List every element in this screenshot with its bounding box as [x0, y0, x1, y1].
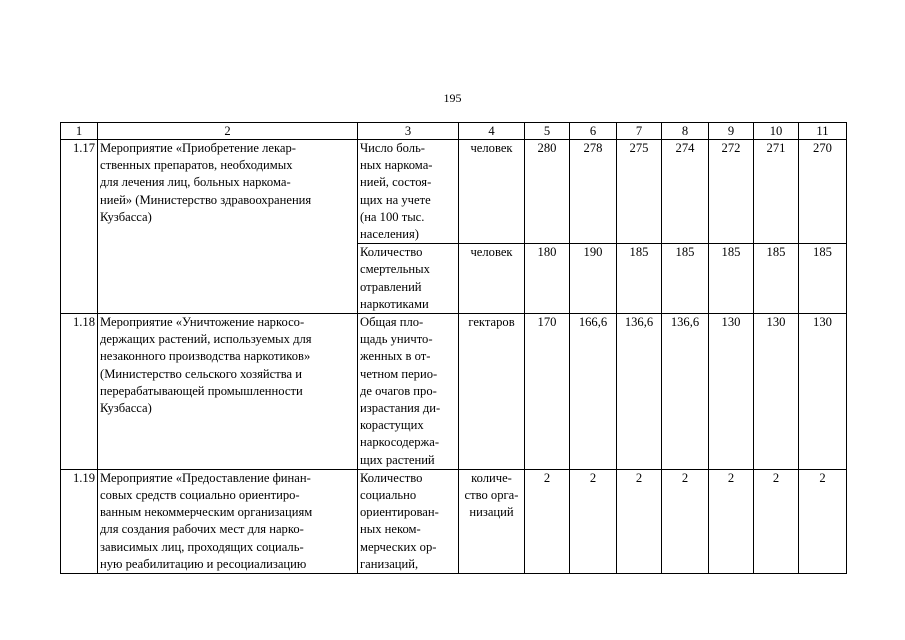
text-line: Число боль- [360, 141, 426, 155]
text-line: щадь уничто- [360, 332, 433, 347]
text-line: мерческих ор- [360, 539, 437, 554]
text-line: корастущих [360, 418, 424, 433]
text-line: Количество [360, 470, 423, 485]
header-cell-8: 8 [662, 123, 709, 140]
value-cell: 272 [709, 140, 754, 244]
text-line: Кузбасса) [100, 401, 152, 416]
table-row [61, 140, 847, 244]
text-line: израстания ди- [360, 401, 441, 416]
unit-cell [459, 140, 525, 244]
text-line: щих на учете [360, 192, 431, 207]
unit-cell [459, 244, 525, 314]
value-cell: 185 [662, 244, 709, 314]
row-number: 1.17 [61, 140, 98, 314]
text-line: населения) [360, 227, 420, 242]
value-cell: 185 [617, 244, 662, 314]
indicator-name [358, 244, 459, 314]
unit-cell [459, 314, 525, 470]
text-line: низаций [469, 505, 514, 520]
text-line: человек [470, 141, 513, 155]
page-number: 195 [443, 91, 462, 105]
text-line: социально [360, 488, 417, 503]
value-cell: 190 [570, 244, 617, 314]
value-cell: 2 [617, 469, 662, 573]
value-cell: 2 [709, 469, 754, 573]
indicator-name [358, 140, 459, 244]
text-line: четном перио- [360, 366, 438, 381]
indicator-name [358, 314, 459, 470]
event-description [98, 314, 358, 470]
value-cell: 180 [525, 244, 570, 314]
text-line: перерабатывающей промышленности [100, 383, 303, 398]
table-row [61, 469, 847, 573]
header-cell-7: 7 [617, 123, 662, 140]
header-cell-6: 6 [570, 123, 617, 140]
text-line: ных наркома- [360, 158, 433, 173]
header-cell-2: 2 [98, 123, 358, 140]
value-cell: 185 [799, 244, 847, 314]
indicator-name [358, 469, 459, 573]
header-cell-4: 4 [459, 123, 525, 140]
header-cell-5: 5 [525, 123, 570, 140]
text-line: Мероприятие «Уничтожение наркосо- [100, 315, 305, 330]
text-line: для лечения лиц, больных наркома- [100, 175, 291, 190]
row-number: 1.19 [61, 469, 98, 573]
header-cell-3: 3 [358, 123, 459, 140]
value-cell: 274 [662, 140, 709, 244]
value-cell: 271 [754, 140, 799, 244]
value-cell: 136,6 [662, 314, 709, 470]
text-line: ганизаций, [360, 556, 419, 571]
header-cell-1: 1 [61, 123, 98, 140]
header-cell-10: 10 [754, 123, 799, 140]
value-cell: 2 [570, 469, 617, 573]
header-cell-11: 11 [799, 123, 847, 140]
text-line: гектаров [468, 315, 515, 330]
text-line: нией» (Министерство здравоохранения [100, 192, 312, 207]
unit-cell [459, 469, 525, 573]
value-cell: 130 [754, 314, 799, 470]
text-line: ную реабилитацию и ресоциализацию [100, 556, 307, 571]
value-cell: 2 [662, 469, 709, 573]
value-cell: 2 [754, 469, 799, 573]
text-line: наркосодержа- [360, 435, 440, 450]
value-cell: 185 [709, 244, 754, 314]
value-cell: 170 [525, 314, 570, 470]
event-description [98, 140, 358, 314]
value-cell: 2 [525, 469, 570, 573]
header-cell-9: 9 [709, 123, 754, 140]
text-line: смертельных [360, 262, 430, 277]
text-line: Мероприятие «Приобретение лекар- [100, 141, 296, 155]
value-cell: 166,6 [570, 314, 617, 470]
value-cell: 278 [570, 140, 617, 244]
event-description [98, 469, 358, 573]
row-number: 1.18 [61, 314, 98, 470]
text-line: ственных препаратов, необходимых [100, 158, 293, 173]
text-line: отравлений [360, 279, 422, 294]
text-line: человек [470, 245, 513, 260]
text-line: ство орга- [464, 488, 519, 503]
text-line: нией, состоя- [360, 175, 432, 190]
text-line: количе- [471, 470, 512, 485]
text-line: Кузбасса) [100, 209, 152, 224]
value-cell: 270 [799, 140, 847, 244]
value-cell: 185 [754, 244, 799, 314]
text-line: Мероприятие «Предоставление финан- [100, 470, 311, 485]
indicators-table [60, 122, 847, 574]
table-body [61, 123, 847, 574]
text-line: щих растений [360, 452, 435, 467]
text-line: ванным некоммерческим организациям [100, 505, 313, 520]
text-line: совых средств социально ориентиро- [100, 488, 300, 503]
table-row [61, 314, 847, 470]
text-line: ориентирован- [360, 505, 439, 520]
header-row [61, 123, 847, 140]
value-cell: 130 [709, 314, 754, 470]
value-cell: 2 [799, 469, 847, 573]
text-line: держащих растений, используемых для [100, 332, 312, 347]
value-cell: 136,6 [617, 314, 662, 470]
text-line: незаконного производства наркотиков» [100, 349, 311, 364]
text-line: наркотиками [360, 296, 429, 311]
text-line: Количество [360, 245, 423, 260]
text-line: Общая пло- [360, 315, 424, 330]
text-line: зависимых лиц, проходящих социаль- [100, 539, 304, 554]
text-line: ных неком- [360, 522, 421, 537]
value-cell: 280 [525, 140, 570, 244]
text-line: для создания рабочих мест для нарко- [100, 522, 304, 537]
text-line: (на 100 тыс. [360, 209, 425, 224]
value-cell: 275 [617, 140, 662, 244]
text-line: де очагов про- [360, 383, 437, 398]
text-line: (Министерство сельского хозяйства и [100, 366, 302, 381]
text-line: женных в от- [360, 349, 431, 364]
value-cell: 130 [799, 314, 847, 470]
